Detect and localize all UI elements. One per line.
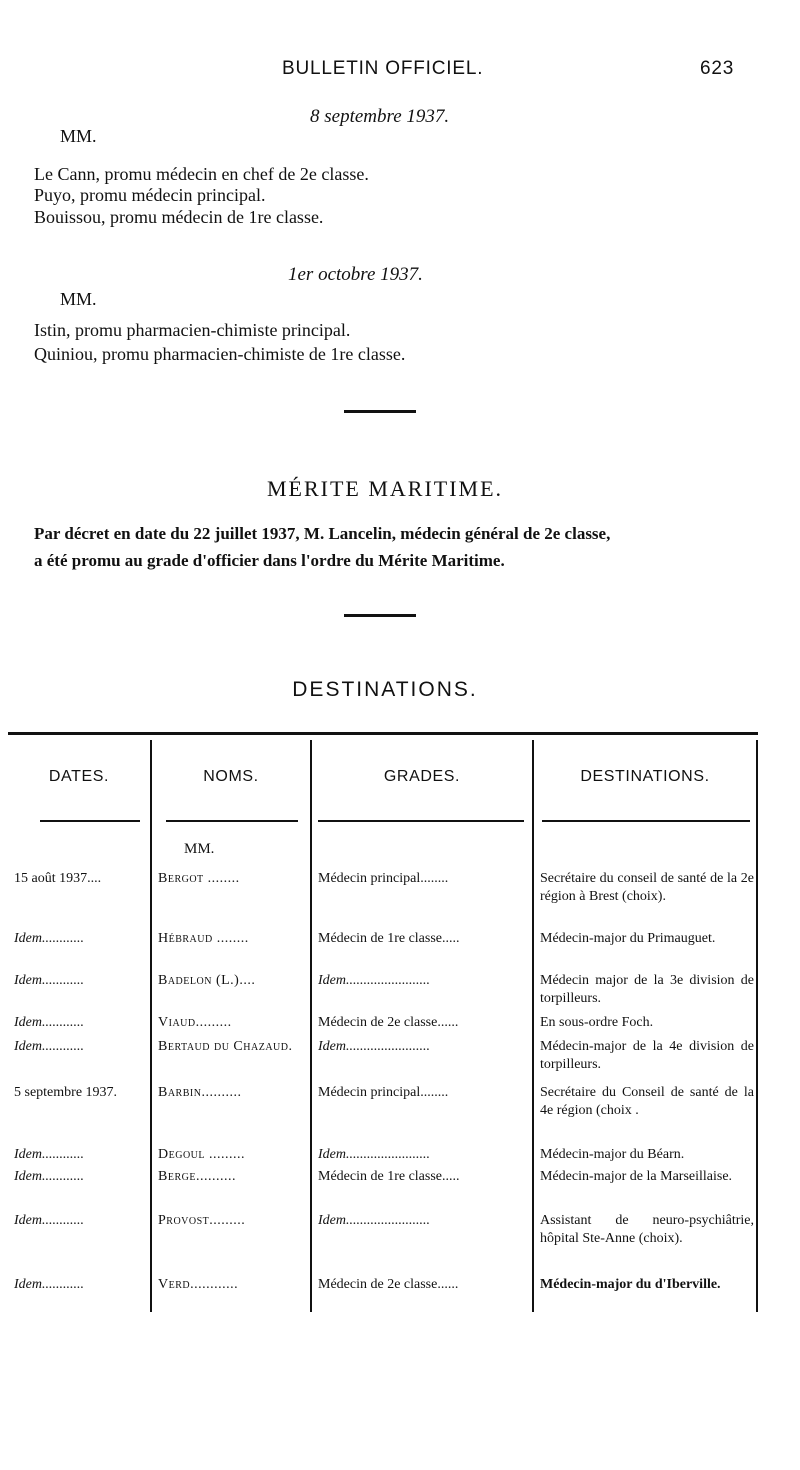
promotion-line: Bouissou, promu médecin de 1re classe. <box>34 207 324 227</box>
section-date: 8 septembre 1937. <box>310 106 450 127</box>
column-header-grades: GRADES. <box>383 768 461 785</box>
decree-paragraph <box>34 520 754 574</box>
row-grade: Idem........................ <box>318 1039 430 1054</box>
row-name: Degoul ......... <box>158 1147 245 1162</box>
row-date: 15 août 1937.... <box>14 871 102 886</box>
header-underline <box>542 820 750 822</box>
section-heading: DESTINATIONS. <box>292 678 478 701</box>
row-date: Idem............ <box>14 1147 84 1162</box>
row-grade: Médecin de 1re classe..... <box>318 1169 460 1184</box>
row-destination: Médecin-major du Primauguet. <box>540 931 716 946</box>
paragraph-line: Par décret en date du 22 juillet 1937, M. Lancelin, médecin général de 2e classe, <box>34 524 611 543</box>
destinations-table <box>8 732 758 1312</box>
row-destination: Secrétaire du Conseil de santé de la 4e région (choix . <box>540 1085 754 1118</box>
row-destination: Médecin-major de la Marseillaise. <box>540 1169 733 1184</box>
row-grade: Médecin principal........ <box>318 871 449 886</box>
row-date: Idem............ <box>14 1169 84 1184</box>
row-name: Provost......... <box>158 1213 246 1228</box>
header-underline <box>40 820 140 822</box>
row-date: Idem............ <box>14 931 84 946</box>
row-date: Idem............ <box>14 1015 84 1030</box>
column-header-dates: DATES. <box>48 768 110 785</box>
row-name: Hébraud ........ <box>158 931 249 946</box>
row-date: Idem............ <box>14 1213 84 1228</box>
promotion-line: Quiniou, promu pharmacien-chimiste de 1re classe. <box>34 344 406 364</box>
row-grade: Idem........................ <box>318 1147 430 1162</box>
row-name: Barbin.......... <box>158 1085 242 1100</box>
row-grade: Médecin principal........ <box>318 1085 449 1100</box>
row-destination: Médecin-major de la 4e division de torpilleurs. <box>540 1039 754 1072</box>
header-underline <box>166 820 298 822</box>
row-grade: Idem........................ <box>318 973 430 988</box>
row-name: Bertaud du Chazaud. <box>158 1039 293 1054</box>
row-date: 5 septembre 1937. <box>14 1085 118 1100</box>
column-header-noms: NOMS. <box>203 768 259 785</box>
column-header-destinations: DESTINATIONS. <box>580 768 710 785</box>
row-grade: Médecin de 1re classe..... <box>318 931 460 946</box>
page-number: 623 <box>700 58 735 79</box>
column-divider <box>150 740 152 1312</box>
row-grade: Médecin de 2e classe...... <box>318 1277 459 1292</box>
row-date: Idem............ <box>14 1277 84 1292</box>
row-date: Idem............ <box>14 973 84 988</box>
table-top-rule <box>8 732 758 735</box>
row-destination: Médecin-major du d'Iberville. <box>540 1277 721 1292</box>
row-destination: Médecin-major du Béarn. <box>540 1147 685 1162</box>
row-destination: En sous-ordre Foch. <box>540 1015 654 1030</box>
row-grade: Idem........................ <box>318 1213 430 1228</box>
header-underline <box>318 820 524 822</box>
mm-label: MM. <box>184 841 215 857</box>
row-name: Verd............ <box>158 1277 239 1292</box>
mm-label: MM. <box>60 289 97 309</box>
mm-label: MM. <box>60 126 97 146</box>
separator-rule <box>344 410 416 413</box>
row-name: Bergot ........ <box>158 871 240 886</box>
row-name: Badelon (L.).... <box>158 973 256 988</box>
separator-rule <box>344 614 416 617</box>
row-grade: Médecin de 2e classe...... <box>318 1015 459 1030</box>
row-date: Idem............ <box>14 1039 84 1054</box>
row-name: Viaud......... <box>158 1015 232 1030</box>
row-name: Berge.......... <box>158 1169 236 1184</box>
promotion-line: Puyo, promu médecin principal. <box>34 185 266 205</box>
promotion-line: Le Cann, promu médecin en chef de 2e classe. <box>34 164 369 184</box>
promotion-line: Istin, promu pharmacien-chimiste principal. <box>34 320 351 340</box>
column-divider <box>532 740 534 1312</box>
column-divider <box>310 740 312 1312</box>
column-divider <box>756 740 758 1312</box>
section-date: 1er octobre 1937. <box>288 264 423 285</box>
running-head-title: BULLETIN OFFICIEL. <box>282 58 484 79</box>
section-heading: MÉRITE MARITIME. <box>266 476 504 501</box>
row-destination: Médecin major de la 3e division de torpilleurs. <box>540 973 754 1006</box>
paragraph-line: a été promu au grade d'officier dans l'ordre du Mérite Maritime. <box>34 551 505 570</box>
row-destination: Secrétaire du conseil de santé de la 2e région à Brest (choix). <box>540 871 754 904</box>
row-destination: Assistant de neuro-psychiâtrie, hôpital Ste-Anne (choix). <box>540 1213 754 1246</box>
